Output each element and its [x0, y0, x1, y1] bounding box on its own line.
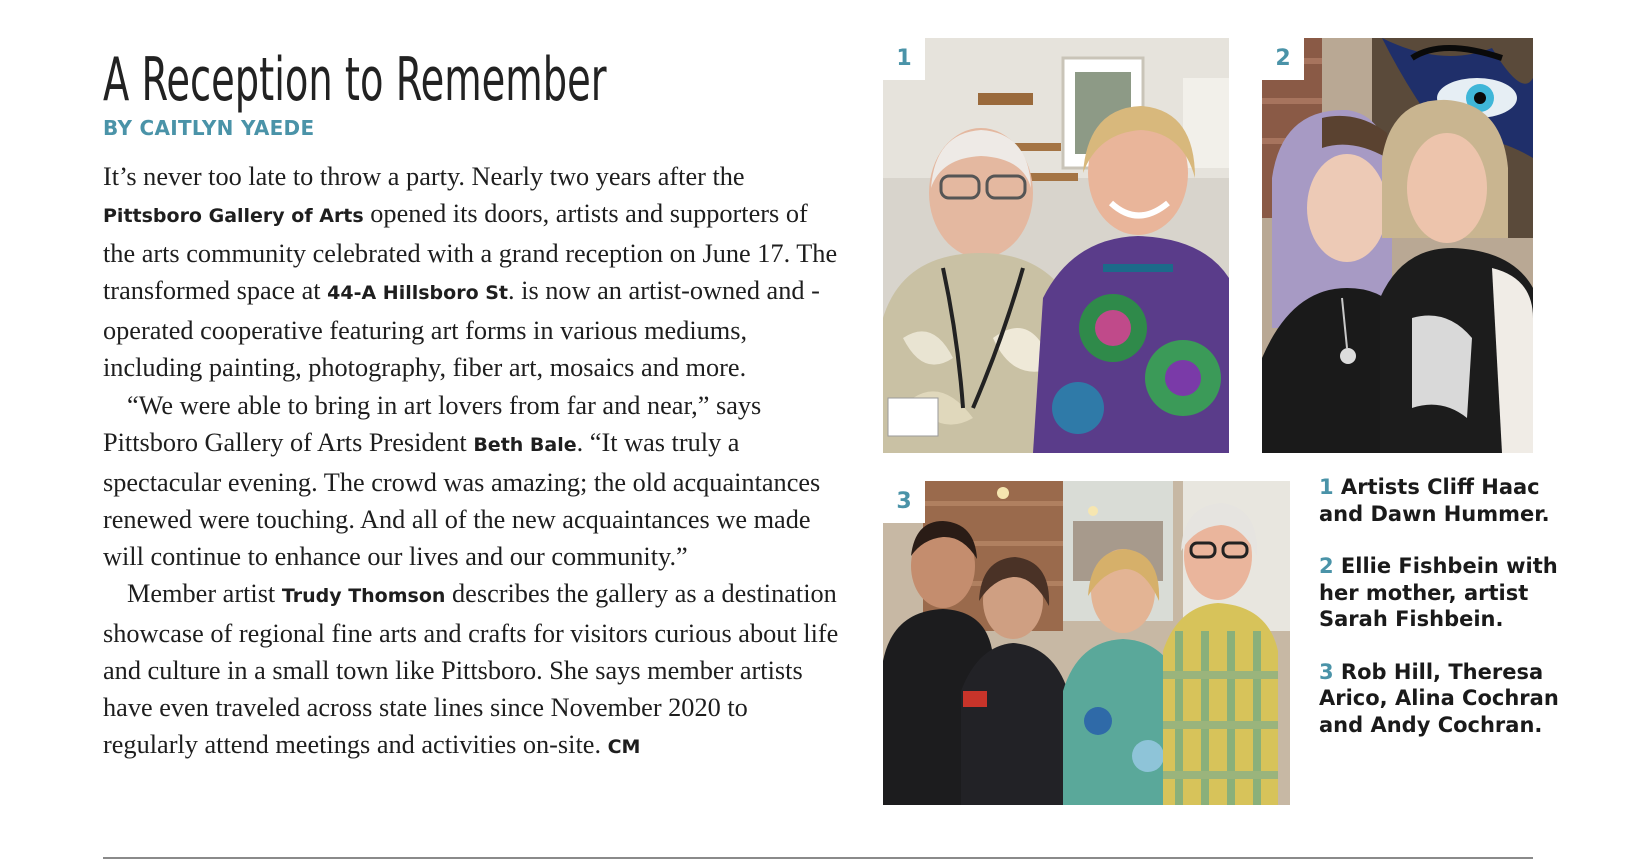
photo-number: 2 [1262, 38, 1304, 80]
photo-2-image [1262, 38, 1533, 453]
photo-3 [883, 481, 1290, 805]
paragraph-3 [103, 575, 843, 766]
caption-number: 3 [1319, 659, 1334, 684]
caption-text: Ellie Fishbein with her mother, artist Sarah Fishbein. [1319, 554, 1558, 631]
paragraph-text: . “It was truly a spectacular evening. The crowd was amazing; the old acquaintances renewed were touching. And all of the new acquaintances we made will continue to enhance our lives and our community.” [103, 427, 821, 571]
paragraph-text: Member artist [127, 579, 282, 609]
photo-number: 3 [883, 481, 925, 523]
paragraph-text: opened its doors, artists and supporters of the arts community celebrated with a grand reception on June 17. The transformed space at [103, 199, 838, 306]
paragraph-1 [103, 158, 843, 387]
artist-name: Trudy Thomson [281, 585, 446, 608]
gallery-name: Pittsboro Gallery of Arts [103, 205, 364, 228]
paragraph-text: “We were able to bring in art lovers from far and near,” says Pittsboro Gallery of Arts President [103, 390, 762, 457]
caption-3 [1319, 659, 1559, 739]
article-body [103, 158, 843, 767]
byline: BY CAITLYN YAEDE [103, 116, 315, 140]
photo-2 [1262, 38, 1533, 453]
president-name: Beth Bale [473, 433, 577, 456]
photo-captions [1319, 474, 1559, 764]
article [103, 40, 843, 767]
bottom-divider [103, 857, 1533, 859]
caption-number: 1 [1319, 475, 1334, 499]
paragraph-text: describes the gallery as a destination showcase of regional fine arts and crafts for visitors curious about life and culture in a small town like Pittsboro. She says member artists have even traveled across state lines since November 2020 to regularly attend meetings and activities on-site. [103, 579, 839, 760]
caption-number: 2 [1319, 554, 1334, 578]
photo-1-image [883, 38, 1229, 453]
article-title: A Reception to Remember [103, 45, 607, 115]
gallery-address: 44-A Hillsboro St [327, 282, 509, 305]
photo-1 [883, 38, 1229, 453]
caption-1 [1319, 474, 1559, 527]
caption-text: Artists Cliff Haac and Dawn Hummer. [1319, 475, 1550, 526]
paragraph-2 [103, 387, 843, 575]
paragraph-text: It’s never too late to throw a party. Nearly two years after the [103, 162, 745, 191]
end-mark: CM [607, 736, 641, 759]
caption-2 [1319, 553, 1559, 633]
photo-3-image [883, 481, 1290, 805]
caption-text: Rob Hill, Theresa Arico, Alina Cochran and Andy Cochran. [1319, 659, 1559, 737]
photo-number: 1 [883, 38, 925, 80]
paragraph-text: . is now an artist-owned and -operated cooperative featuring art forms in various mediums, including painting, photography, fiber art, mosaics and more. [103, 276, 820, 383]
